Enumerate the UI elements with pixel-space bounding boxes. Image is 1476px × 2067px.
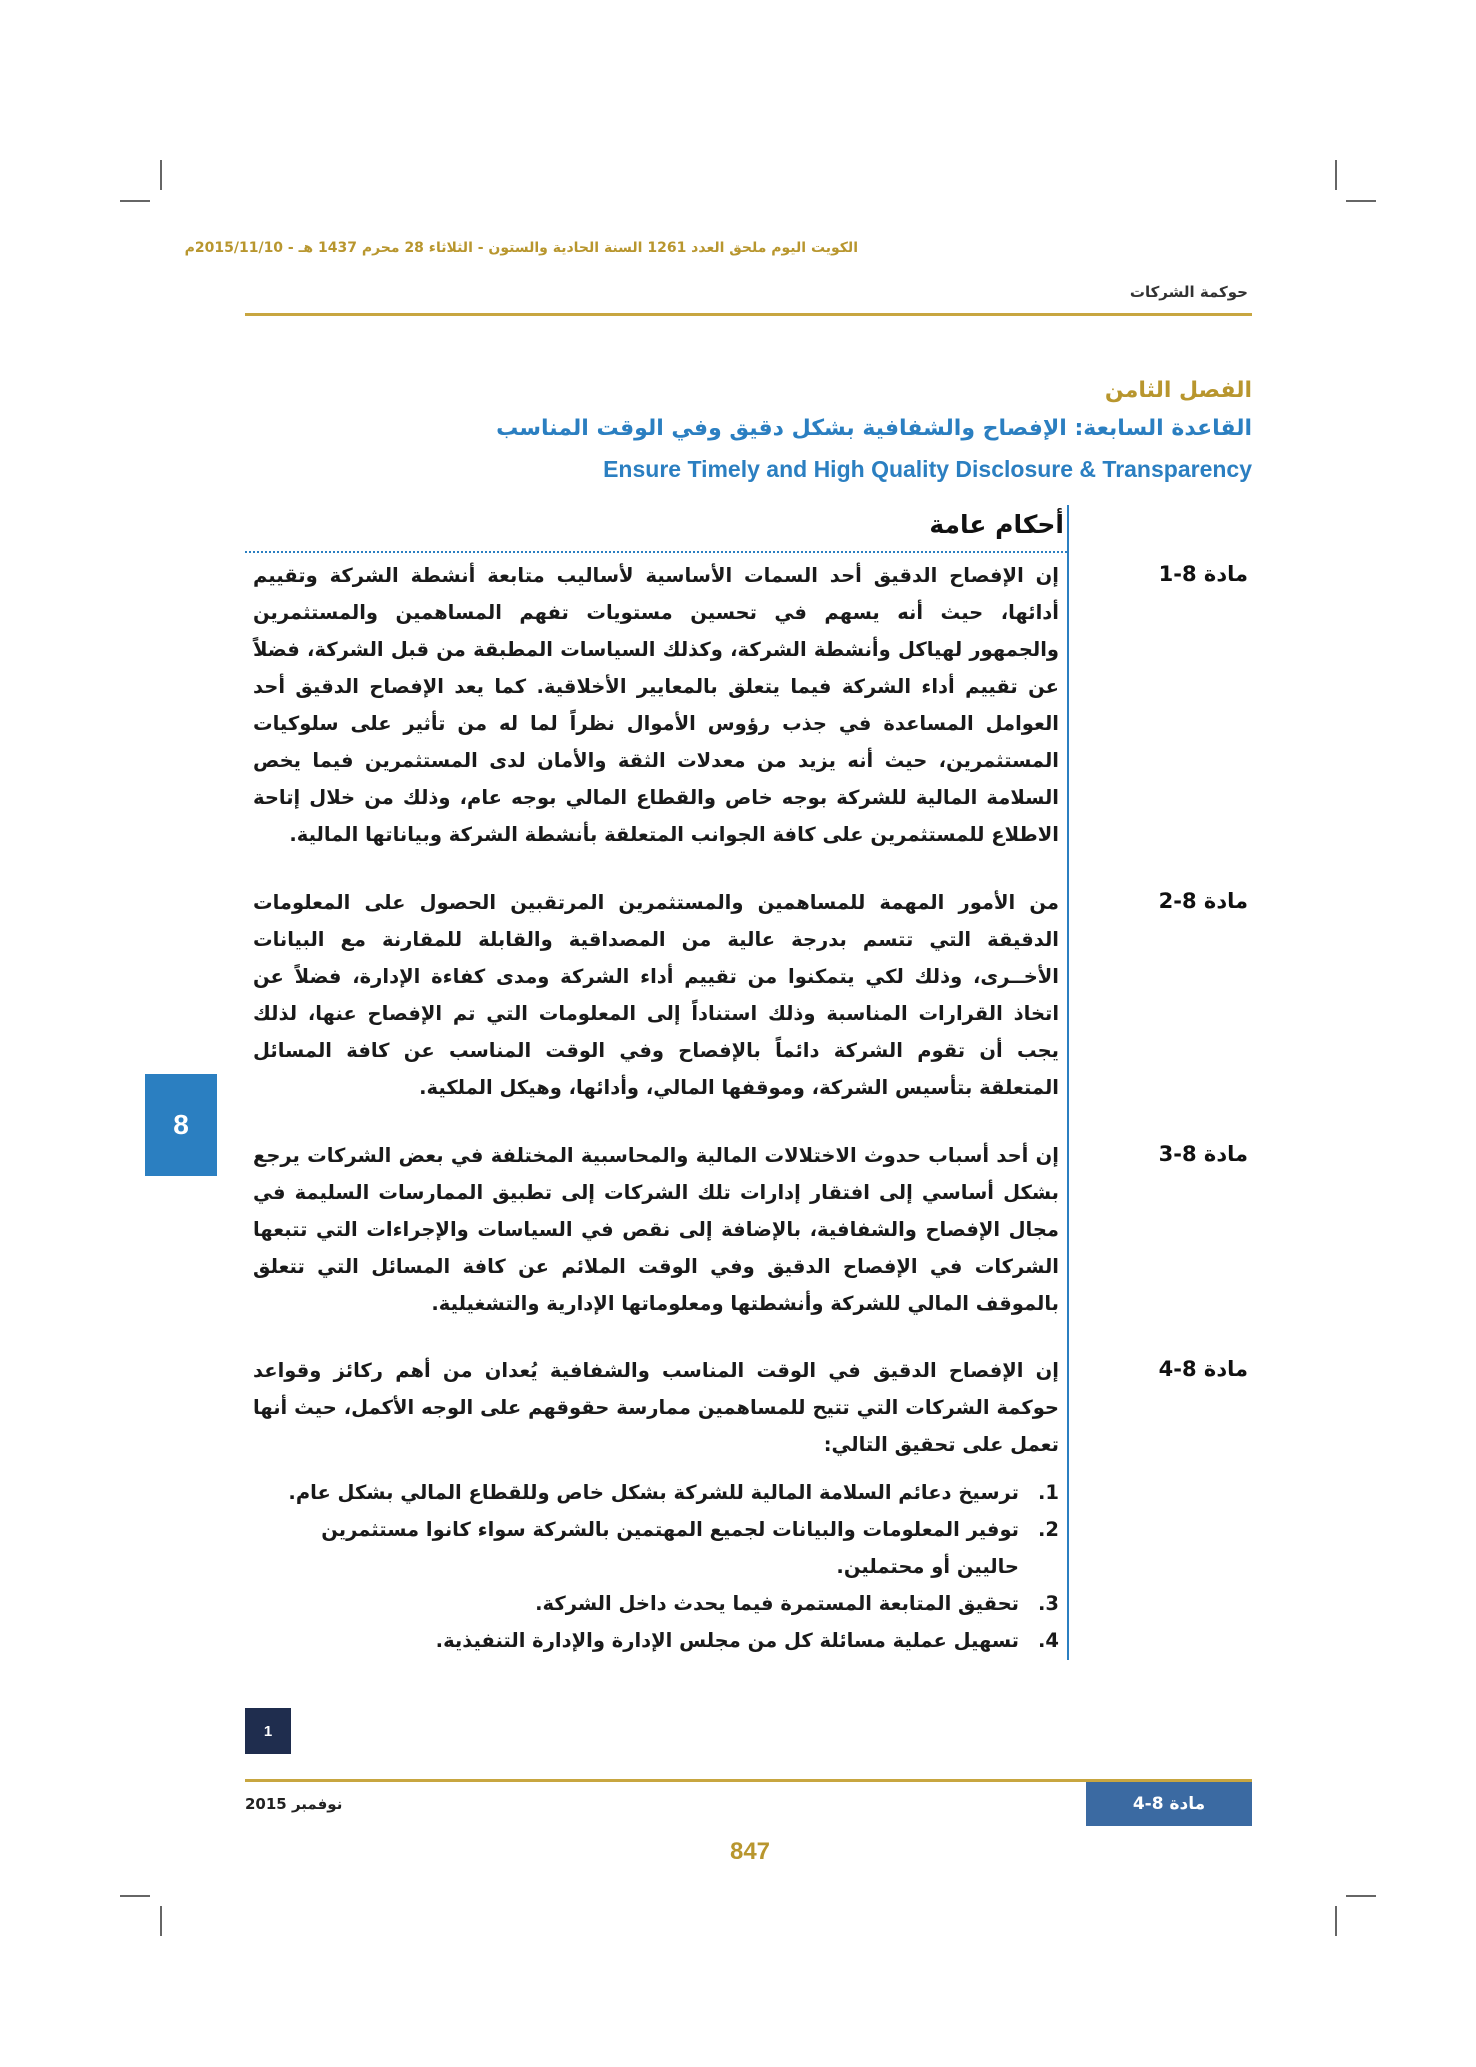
list-item-text: تحقيق المتابعة المستمرة فيما يحدث داخل الشركة. [535,1592,1019,1615]
list-item [253,1474,1059,1511]
header-divider [245,313,1252,316]
gazette-header-line: الكويت اليوم ملحق العدد 1261 السنة الحادية والستون - الثلاثاء 28 محرم 1437 هـ - 2015/11/10م [184,240,858,256]
article-text-8-4: إن الإفصاح الدقيق في الوقت المناسب والشفافية يُعدان من أهم ركائز وقواعد حوكمة الشركات التي تتيح للمساهمين ممارسة حقوقهم على الوجه الأكمل، حيث أنها تعمل على تحقيق التالي: [253,1359,1059,1456]
list-item-text: توفير المعلومات والبيانات لجميع المهتمين بالشركة سواء كانوا مستثمرين حاليين أو محتملين. [321,1518,1019,1578]
footer-article-tab: مادة 8-4 [1086,1782,1252,1826]
article-label-8-2: مادة 8-2 [1158,889,1248,913]
chapter-side-tab: 8 [145,1074,217,1176]
article-label-8-1: مادة 8-1 [1158,562,1248,586]
list-item [253,1511,1059,1585]
list-item-text: ترسيخ دعائم السلامة المالية للشركة بشكل خاص وللقطاع المالي بشكل عام. [288,1481,1019,1504]
article-8-4-list [253,1474,1059,1659]
crop-mark [120,1895,150,1897]
list-item-text: تسهيل عملية مسائلة كل من مجلس الإدارة والإدارة التنفيذية. [435,1629,1019,1652]
section-label: حوكمة الشركات [1129,283,1248,301]
page-marker-box: 1 [245,1708,291,1754]
footer-date: نوفمبر 2015 [245,1795,343,1813]
article-text-8-1: إن الإفصاح الدقيق أحد السمات الأساسية لأساليب متابعة أنشطة الشركة وتقييم أدائها، حيث أنه يسهم في تحسين مستويات تفهم المساهمين والمستثمرين والجمهور لهياكل وأنشطة الشركة، وكذلك السياسات المطبقة من قبل الشركة، فضلاً عن تقييم أداء الشركة فيما يتعلق بالمعايير الأخلاقية. كما يعد الإفصاح الدقيق أحد العوامل المساعدة في جذب رؤوس الأموال نظراً لما له من تأثير على سلوكيات المستثمرين، حيث أنه يزيد من معدلات الثقة والأمان لدى المستثمرين فيما يخص السلامة المالية للشركة بوجه خاص والقطاع المالي بوجه عام، وذلك من خلال إتاحة الاطلاع للمستثمرين على كافة الجوانب المتعلقة بأنشطة الشركة وبياناتها المالية. [253,564,1059,846]
crop-mark [1346,200,1376,202]
content-vertical-rule [1067,505,1069,1660]
crop-mark [120,200,150,202]
list-item-number: 1. [1038,1481,1059,1504]
list-item-number: 4. [1038,1629,1059,1652]
crop-mark [160,160,162,190]
crop-mark [1335,160,1337,190]
dotted-divider [245,551,1067,553]
crop-mark [160,1906,162,1936]
article-text-8-3: إن أحد أسباب حدوث الاختلالات المالية والمحاسبية المختلفة في بعض الشركات يرجع بشكل أساسي إلى افتقار إدارات تلك الشركات إلى تطبيق الممارسات السليمة في مجال الإفصاح والشفافية، بالإضافة إلى نقص في السياسات والإجراءات التي تتبعها الشركات في الإفصاح الدقيق وفي الوقت الملائم عن كافة المسائل التي تتعلق بالموقف المالي للشركة وأنشطتها ومعلوماتها الإدارية والتشغيلية. [253,1144,1059,1315]
general-provisions-heading: أحكام عامة [929,510,1064,539]
chapter-title: الفصل الثامن [1104,378,1252,403]
article-text-8-2: من الأمور المهمة للمساهمين والمستثمرين المرتقبين الحصول على المعلومات الدقيقة التي تتسم بدرجة عالية من المصداقية والقابلة للمقارنة مع البيانات الأخــرى، وذلك لكي يتمكنوا من تقييم أداء الشركة ومدى كفاءة الإدارة، فضلاً عن اتخاذ القرارات المناسبة وذلك استناداً إلى المعلومات التي تم الإفصاح عنها، لذلك يجب أن تقوم الشركة دائماً بالإفصاح وفي الوقت المناسب عن كافة المسائل المتعلقة بتأسيس الشركة، وموقفها المالي، وأدائها، وهيكل الملكية. [253,891,1059,1099]
article-label-8-4: مادة 8-4 [1158,1357,1248,1381]
list-item [253,1622,1059,1659]
crop-mark [1346,1895,1376,1897]
rule-title-english: Ensure Timely and High Quality Disclosure & Transparency [603,456,1252,482]
list-item [253,1585,1059,1622]
list-item-number: 3. [1038,1592,1059,1615]
list-item-number: 2. [1038,1518,1059,1541]
article-label-8-3: مادة 8-3 [1158,1142,1248,1166]
crop-mark [1335,1906,1337,1936]
rule-title-arabic: القاعدة السابعة: الإفصاح والشفافية بشكل دقيق وفي الوقت المناسب [496,416,1252,441]
page-number: 847 [729,1838,771,1865]
